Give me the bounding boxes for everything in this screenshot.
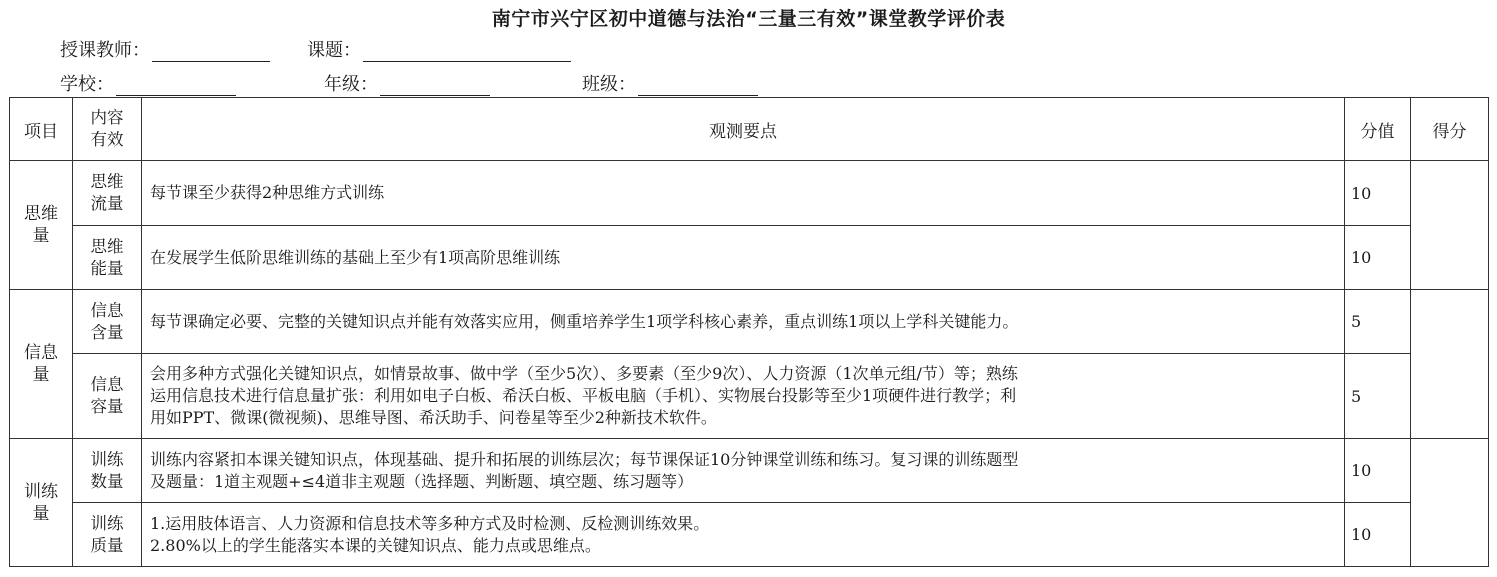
value-cell: 10 (1345, 161, 1411, 226)
sub-line1: 信息 (90, 375, 124, 394)
sub-line2: 含量 (90, 322, 124, 342)
criteria-text (142, 503, 1345, 567)
header-content-line1: 内容 (90, 108, 124, 127)
header-item: 项目 (10, 98, 73, 161)
form-row-teacher-topic (60, 36, 571, 62)
subcategory-training-quantity (73, 439, 142, 503)
category-line1: 训练 (24, 481, 58, 502)
value-cell: 10 (1345, 226, 1411, 290)
sub-line1: 信息 (90, 300, 124, 320)
category-training (10, 439, 73, 567)
criteria-line: 每节课至少获得2种思维方式训练 (150, 183, 385, 202)
table-row (10, 439, 1489, 503)
sub-line2: 数量 (90, 471, 124, 491)
value-cell: 10 (1345, 503, 1411, 567)
table-row (10, 161, 1489, 226)
table-header-row (10, 98, 1489, 161)
school-blank[interactable] (116, 75, 236, 96)
class-label: 班级： (582, 74, 636, 95)
category-line1: 思维 (24, 204, 58, 224)
subcategory-thinking-flow (73, 161, 142, 226)
criteria-line: 运用信息技术进行信息量扩张：利用如电子白板、希沃白板、平板电脑（手机）、实物展台投影等至少1项硬件进行教学；利 (150, 386, 1017, 405)
school-label: 学校： (60, 74, 114, 95)
subcategory-training-quality (73, 503, 142, 567)
header-value: 分值 (1345, 98, 1411, 161)
header-score: 得分 (1411, 98, 1489, 161)
sub-line1: 思维 (90, 236, 124, 256)
teacher-label: 授课教师： (60, 40, 150, 61)
sub-line2: 流量 (90, 194, 124, 213)
criteria-line: 训练内容紧扣本课关键知识点，体现基础、提升和拓展的训练层次；每节课保证10分钟课堂训练和练习。复习课的训练题型 (150, 449, 1019, 469)
sub-line2: 容量 (90, 397, 124, 416)
sub-line2: 能量 (90, 258, 124, 278)
table-row (10, 354, 1489, 439)
score-cell-thinking[interactable] (1411, 161, 1489, 290)
page-title: 南宁市兴宁区初中道德与法治“三量三有效”课堂教学评价表 (491, 8, 1006, 30)
criteria-line: 每节课确定必要、完整的关键知识点并能有效落实应用，侧重培养学生1项学科核心素养，重点训练1项以上学科关键能力。 (150, 311, 1019, 331)
class-blank[interactable] (638, 75, 758, 96)
grade-label: 年级： (324, 74, 378, 95)
sub-line2: 质量 (90, 535, 124, 555)
form-row-school-grade-class (60, 70, 758, 96)
criteria-line: 会用多种方式强化关键知识点，如情景故事、做中学（至少5次）、多要素（至少9次）、人力资源（1次单元组/节）等；熟练 (150, 364, 1018, 383)
header-content (73, 98, 142, 161)
table-row (10, 503, 1489, 567)
sub-line1: 思维 (90, 172, 124, 191)
sub-line1: 训练 (90, 513, 124, 533)
criteria-line: 2.80%以上的学生能落实本课的关键知识点、能力点或思维点。 (150, 535, 601, 555)
criteria-text (142, 226, 1345, 290)
category-line2: 量 (32, 503, 50, 524)
teacher-field[interactable] (60, 36, 270, 62)
header-content-line2: 有效 (90, 130, 124, 149)
sub-line1: 训练 (90, 449, 124, 469)
table-row (10, 290, 1489, 354)
grade-blank[interactable] (380, 75, 490, 96)
criteria-text (142, 354, 1345, 439)
subcategory-thinking-energy (73, 226, 142, 290)
class-field[interactable] (582, 70, 758, 96)
criteria-line: 1.运用肢体语言、人力资源和信息技术等多种方式及时检测、反检测训练效果。 (150, 513, 710, 533)
score-cell-training[interactable] (1411, 439, 1489, 567)
school-field[interactable] (60, 70, 236, 96)
evaluation-table (9, 97, 1489, 567)
criteria-text (142, 161, 1345, 226)
grade-field[interactable] (324, 70, 490, 96)
criteria-line: 及题量：1道主观题+≤4道非主观题（选择题、判断题、填空题、练习题等） (150, 471, 694, 491)
table-row (10, 226, 1489, 290)
category-information (10, 290, 73, 439)
category-line1: 信息 (24, 343, 58, 363)
category-thinking (10, 161, 73, 290)
criteria-text (142, 439, 1345, 503)
topic-field[interactable] (307, 36, 571, 62)
category-line2: 量 (32, 226, 50, 246)
value-cell: 5 (1345, 290, 1411, 354)
topic-label: 课题： (307, 40, 361, 61)
criteria-text (142, 290, 1345, 354)
subcategory-information-content (73, 290, 142, 354)
criteria-line: 用如PPT、微课(微视频)、思维导图、希沃助手、问卷星等至少2种新技术软件。 (150, 408, 717, 427)
teacher-blank[interactable] (152, 41, 270, 62)
value-cell: 10 (1345, 439, 1411, 503)
category-line2: 量 (32, 365, 50, 385)
value-cell: 5 (1345, 354, 1411, 439)
subcategory-information-capacity (73, 354, 142, 439)
header-points: 观测要点 (142, 98, 1345, 161)
criteria-line: 在发展学生低阶思维训练的基础上至少有1项高阶思维训练 (150, 247, 561, 267)
score-cell-information[interactable] (1411, 290, 1489, 439)
topic-blank[interactable] (363, 41, 571, 62)
